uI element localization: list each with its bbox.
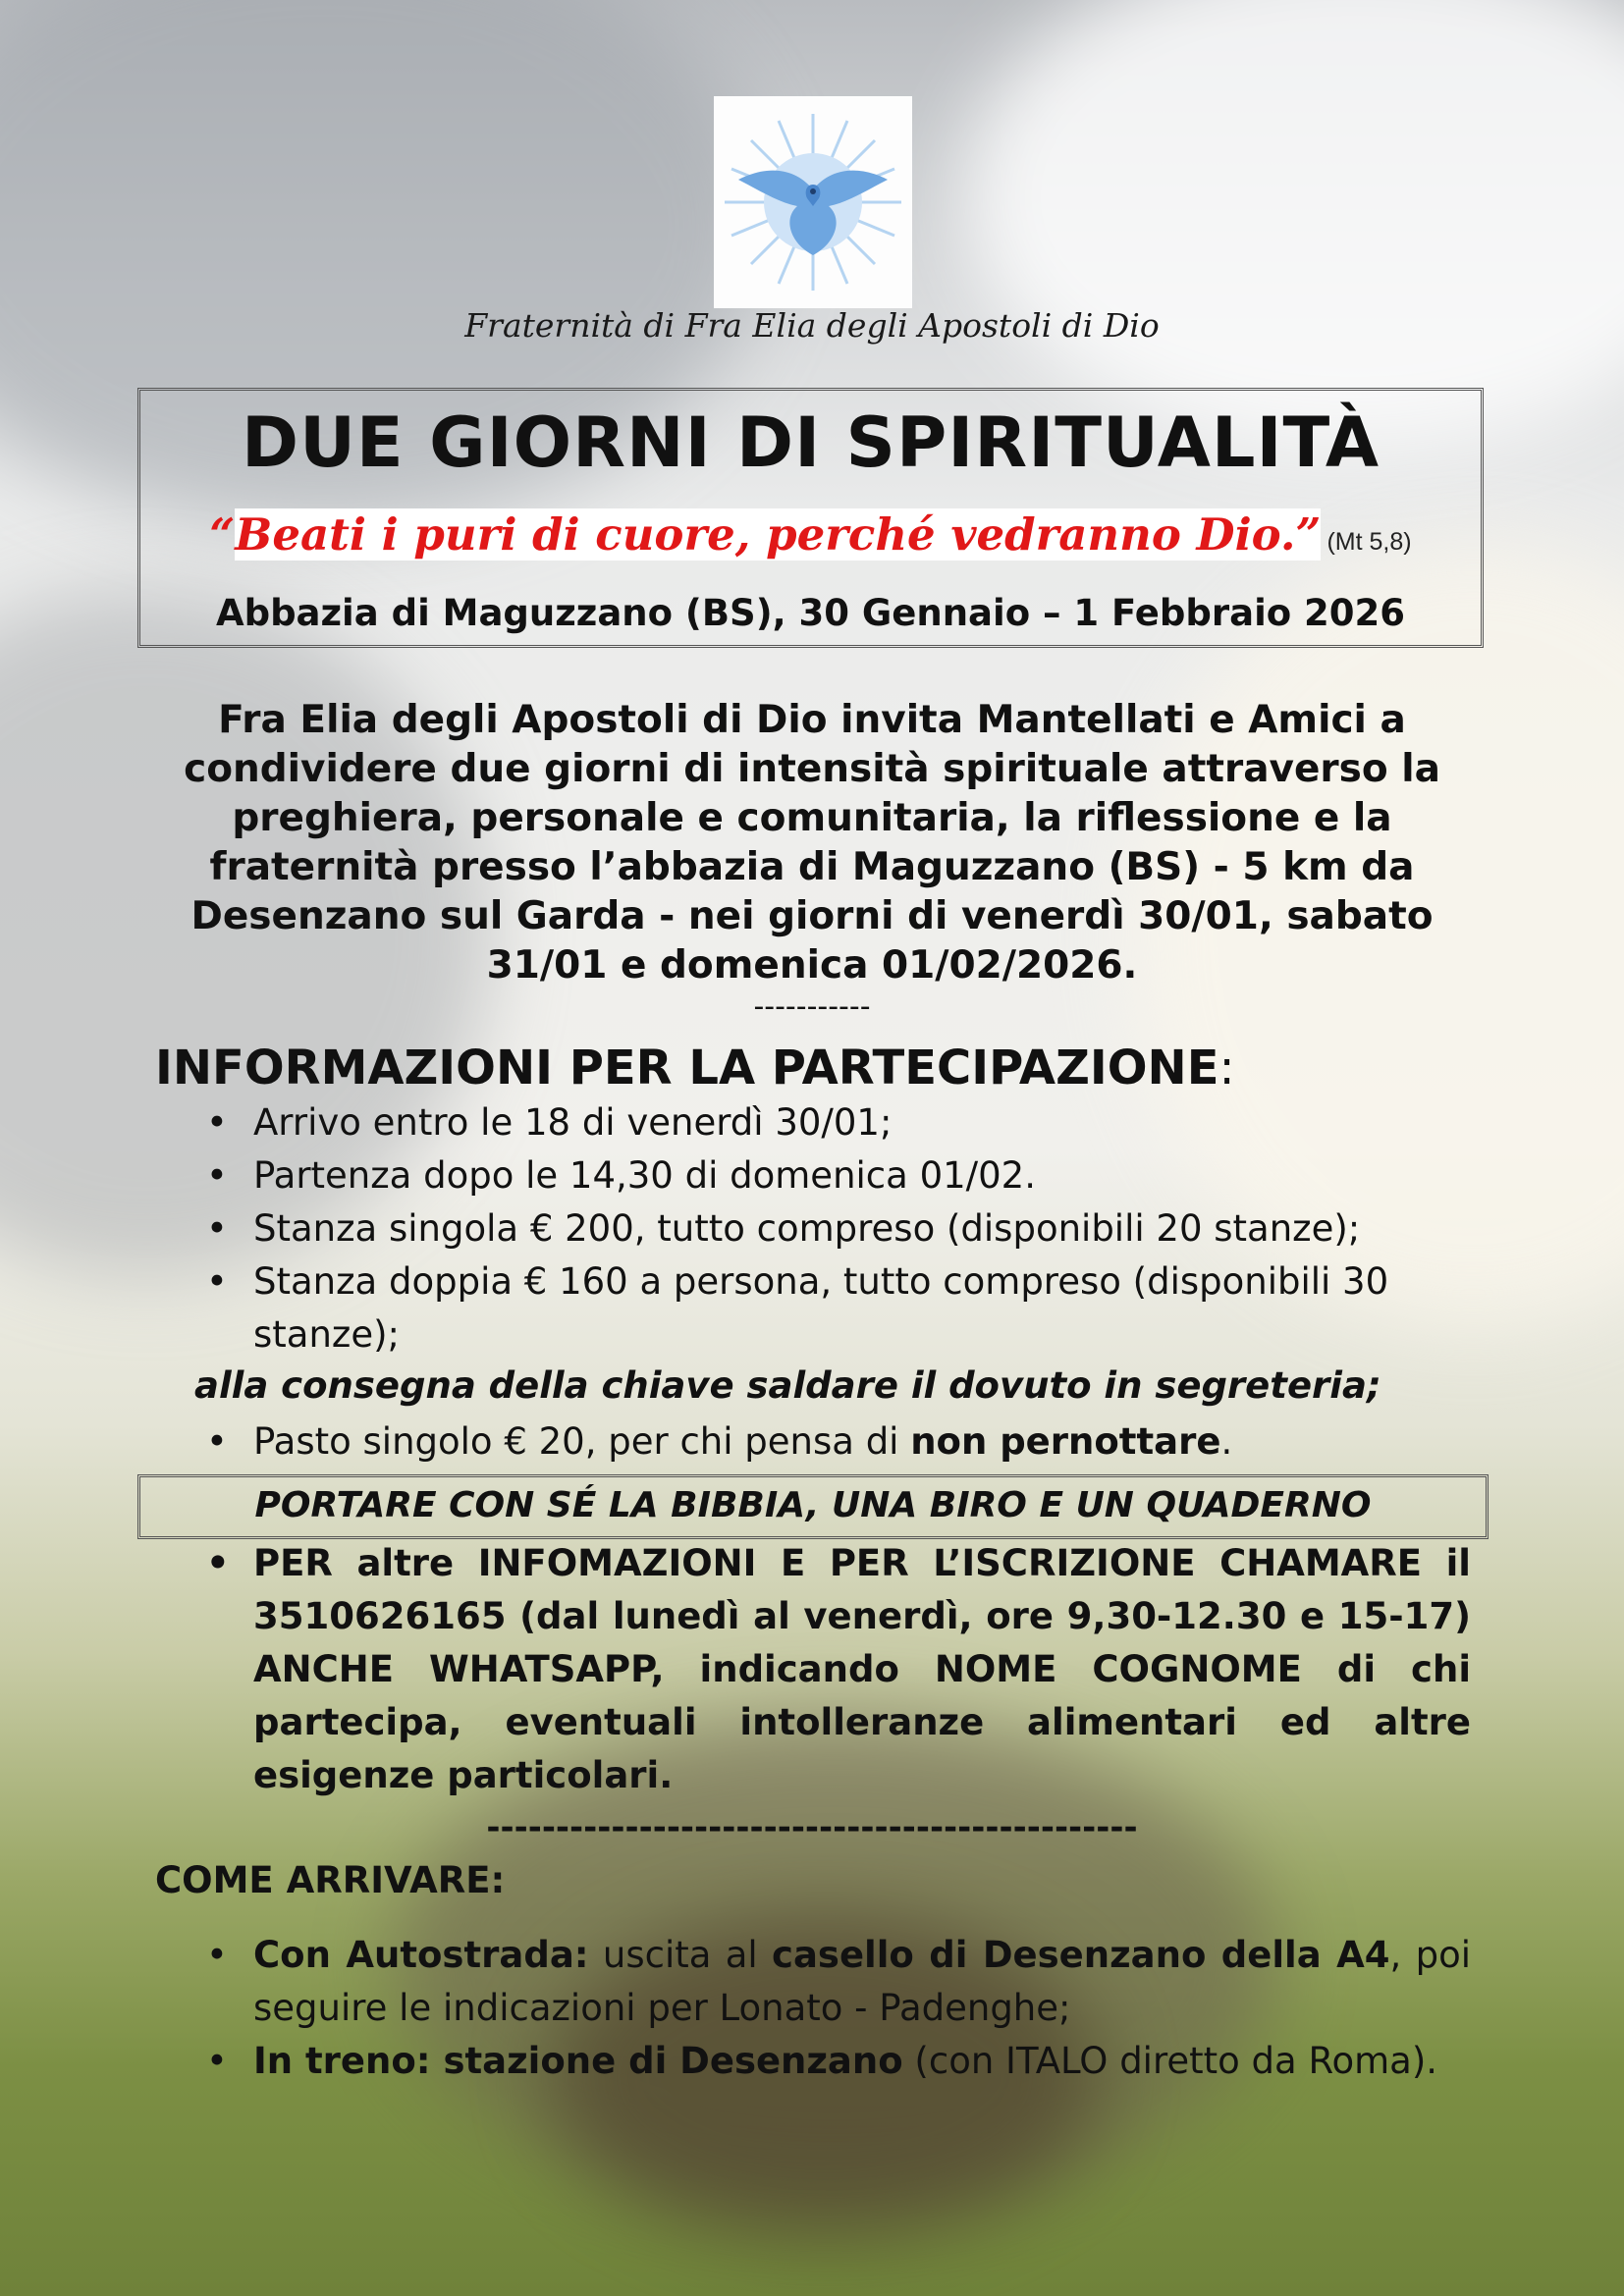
list-item: • Partenza dopo le 14,30 di domenica 01/02. [155,1149,1471,1202]
info-list [155,1096,1471,1362]
train-end: (con ITALO diretto da Roma). [902,2040,1438,2082]
list-item-train [155,2035,1471,2088]
header-box [137,388,1484,648]
quote-text: Beati i puri di cuore, perché vedranno Dio.” [235,508,1322,561]
place-date: Abbazia di Maguzzano (BS), 30 Gennaio – 1 Febbraio 2026 [215,592,1406,634]
intro-paragraph: Fra Elia degli Apostoli di Dio invita Mantellati e Amici a condividere due giorni di intensità spirituale attraverso la preghiera, personale e comunitaria, la riflessione e la fraternità presso l’abbazia di Maguzzano (BS) - 5 km da Desenzano sul Garda - nei giorni di venerdì 30/01, sabato 31/01 e domenica 01/02/2026. [184,698,1440,988]
payment-note: alla consegna della chiave saldare il dovuto in segreteria; [194,1364,1381,1407]
directions-list [155,1929,1471,2088]
info-title-colon: : [1218,1041,1235,1095]
logo [714,96,912,308]
info-title [155,1041,1235,1095]
meal-prefix: Pasto singolo € 20, per chi pensa di [253,1420,911,1463]
directions-title: COME ARRIVARE: [155,1859,506,1901]
quote-reference: (Mt 5,8) [1326,528,1412,556]
meal-list [155,1415,1471,1468]
list-item [155,1415,1471,1468]
meal-suffix: . [1220,1420,1233,1463]
info-title-text: INFORMAZIONI PER LA PARTECIPAZIONE [155,1041,1219,1095]
contact-list [155,1537,1471,1802]
contact-info: • PER altre INFOMAZIONI E PER L’ISCRIZIONE CHAMARE il 3510626165 (dal lunedì al venerdì, ore 9,30-12.30 e 15-17) ANCHE WHATSAPP, indicando NOME COGNOME di chi partecipa, eventuali intolleranze alimentari ed altre esigenze particolari. [155,1537,1471,1802]
separator-long: ----------------------------------------------- [486,1808,1138,1847]
page-title: DUE GIORNI DI SPIRITUALITÀ [241,402,1380,483]
highway-end: , poi seguire le indicazioni per Lonato - Padenghe; [253,1934,1471,2029]
list-item-highway [155,1929,1471,2035]
highway-mid: uscita al [588,1934,773,1976]
bible-quote [140,508,1481,561]
bring-note-box: PORTARE CON SÉ LA BIBBIA, UNA BIRO E UN QUADERNO [137,1474,1489,1539]
quote-open-mark: “ [209,508,236,561]
meal-bold: non pernottare [910,1420,1221,1463]
organization-name: Fraternità di Fra Elia degli Apostoli di Dio [464,306,1160,345]
highway-bold: casello di Desenzano della A4 [772,1934,1390,1976]
highway-label: Con Autostrada: [253,1934,589,1976]
separator-short: ----------- [753,989,871,1024]
list-item: • Stanza singola € 200, tutto compreso (disponibili 20 stanze); [155,1202,1471,1255]
list-item: • Stanza doppia € 160 a persona, tutto compreso (disponibili 30 stanze); [155,1255,1471,1362]
dove-icon [714,96,912,308]
list-item: • Arrivo entro le 18 di venerdì 30/01; [155,1096,1471,1149]
train-label: In treno: stazione di Desenzano [253,2040,903,2082]
